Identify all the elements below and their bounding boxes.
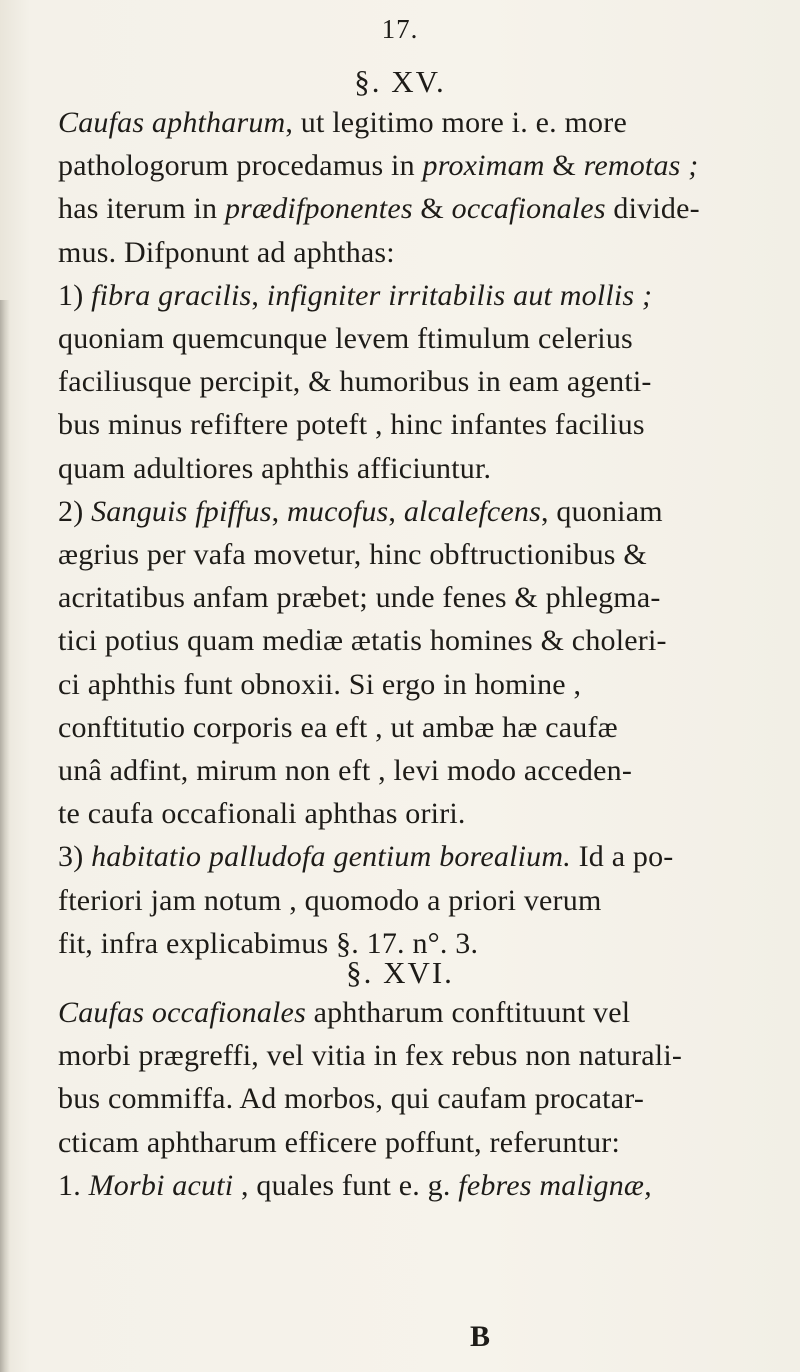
binding-shadow (0, 300, 10, 1372)
text-line (58, 797, 466, 831)
text-run: , (388, 494, 404, 528)
text-line (58, 711, 618, 745)
text-run: , ut legitimo more i. e. more (285, 106, 627, 139)
text-run: conftitutio corporis ea eft , ut ambæ hæ caufæ (58, 710, 618, 744)
text-run: 3) (58, 840, 92, 874)
page-number: 17. (381, 14, 419, 44)
italic-text: proximam (422, 149, 545, 183)
text-run: faciliusque percipit, & humoribus in eam agenti- (58, 365, 652, 399)
italic-text: alcalefcens (403, 494, 541, 528)
italic-text: mucofus (287, 494, 389, 528)
text-run: aphtharum conftituunt vel (305, 996, 631, 1029)
text-run: , quales funt e. g. (233, 1168, 459, 1202)
text-run: pathologorum procedamus in (58, 149, 423, 183)
text-line (58, 192, 700, 226)
signature-mark: B (469, 1320, 490, 1353)
text-run: , quoniam (540, 494, 663, 528)
text-run: bus minus refiftere poteft , hinc infantes facilius (58, 408, 645, 442)
italic-text: Caufas aphtharum (58, 106, 286, 139)
text-run: acritatibus anfam præbet; unde fenes & phlegma- (58, 581, 661, 615)
text-line (58, 581, 661, 615)
text-run: fit, infra explicabimus §. 17. n°. 3. (58, 926, 479, 960)
text-run: tici potius quam mediæ ætatis homines & choleri- (58, 624, 667, 658)
italic-text: fibra gracilis (91, 278, 252, 312)
text-line (58, 668, 581, 702)
text-line (58, 840, 674, 874)
text-line (58, 279, 652, 313)
text-line (58, 884, 602, 918)
italic-text: remotas ; (583, 149, 699, 183)
text-line (58, 996, 630, 1030)
text-line (58, 538, 647, 572)
text-run: & (544, 149, 584, 183)
text-run: unâ adfint, mirum non eft , levi modo acceden- (58, 754, 633, 787)
text-run: has iterum in (58, 192, 225, 226)
text-run: morbi prægreffi, vel vitia in fex rebus non naturali- (58, 1039, 683, 1073)
text-line (58, 149, 698, 183)
text-run: ci aphthis funt obnoxii. Si ergo in homine , (58, 667, 582, 701)
text-run: quoniam quemcunque levem ftimulum celerius (58, 322, 633, 355)
text-run: 1) (58, 278, 92, 312)
text-run: ægrius per vafa movetur, hinc obftructionibus & (58, 538, 647, 571)
text-run: divide- (605, 192, 700, 226)
text-line (58, 624, 667, 658)
text-run: cticam aphtharum efficere poffunt, referuntur: (58, 1125, 621, 1159)
italic-text: prædifponentes (224, 192, 413, 226)
text-line (58, 452, 491, 486)
text-line (58, 1082, 644, 1116)
italic-text: Sanguis fpiffus (91, 494, 272, 528)
text-line (58, 236, 395, 270)
text-run: 1. (58, 1168, 89, 1202)
italic-text: habitatio palludofa gentium borealium. (91, 840, 571, 874)
text-run: , (251, 278, 267, 312)
text-run: mus. Difponunt ad aphthas: (58, 235, 395, 269)
text-line (58, 408, 645, 442)
text-line (58, 365, 652, 399)
text-line (58, 1126, 620, 1160)
text-line (58, 1039, 682, 1073)
text-run: , (271, 494, 288, 528)
text-line (58, 495, 663, 529)
text-run: bus commiffa. Ad morbos, qui caufam procatar- (58, 1082, 645, 1116)
italic-text: Morbi acuti (88, 1168, 234, 1202)
section-heading-xvi: §. XVI. (346, 955, 454, 990)
text-run: Id a po- (570, 840, 674, 874)
text-run: te caufa occafionali aphthas oriri. (58, 797, 466, 831)
section-heading-xv: §. XV. (354, 64, 446, 99)
italic-text: infigniter irritabilis aut mollis ; (266, 278, 653, 312)
text-run: quam adultiores aphthis afficiuntur. (58, 451, 492, 485)
text-line (58, 754, 632, 788)
text-run: fteriori jam notum , quomodo a priori verum (58, 883, 602, 917)
text-line (58, 1169, 652, 1203)
text-line (58, 322, 633, 356)
text-run: 2) (58, 494, 92, 528)
italic-text: Caufas occafionales (58, 996, 306, 1029)
text-line (58, 106, 627, 140)
italic-text: occafionales (451, 192, 606, 226)
italic-text: febres malignæ, (458, 1168, 652, 1202)
text-run: & (412, 192, 452, 226)
